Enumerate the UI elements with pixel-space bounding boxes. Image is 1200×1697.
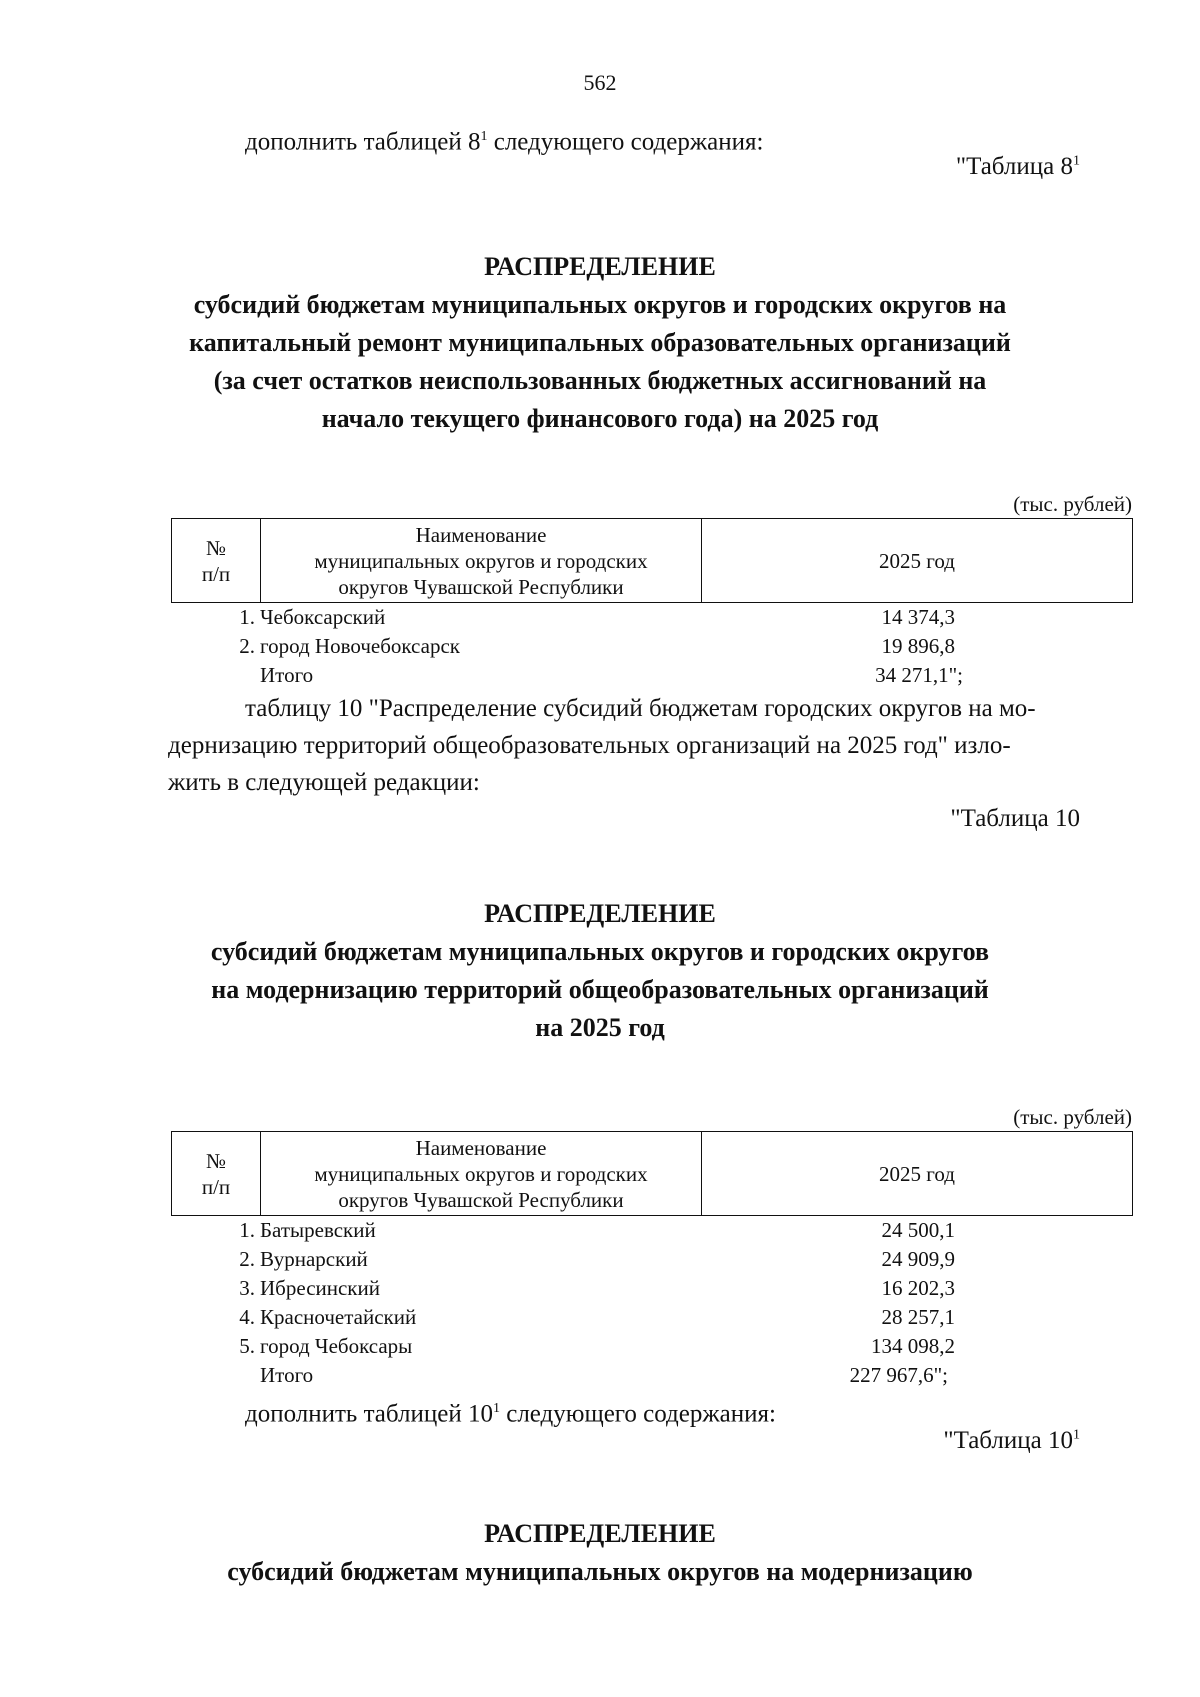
- units-label: (тыс. рублей): [1013, 1105, 1132, 1129]
- row-name: Итого: [260, 1363, 314, 1387]
- title-line: на 2025 год: [535, 1013, 665, 1042]
- row-name: город Новочебоксарск: [260, 634, 460, 658]
- table-10-1-label: "Таблица $10^1$: [943, 1427, 1080, 1454]
- table-8-1-body: [171, 605, 1133, 692]
- table-10-paragraph-line: жить в следующей редакции:: [168, 769, 480, 796]
- title-line: субсидий бюджетам муниципальных округов и городских округов на: [193, 290, 1007, 319]
- row-name: Красночетайский: [260, 1305, 417, 1329]
- header-year-cell: 2025 год: [702, 1132, 1133, 1216]
- table-row: [171, 1218, 1133, 1247]
- row-value: 24 500,1: [881, 1218, 955, 1242]
- title-heading: РАСПРЕДЕЛЕНИЕ: [484, 252, 716, 281]
- row-number: 5.: [239, 1334, 255, 1358]
- row-number: 2.: [239, 634, 255, 658]
- row-value: 28 257,1: [881, 1305, 955, 1329]
- page-number: 562: [583, 70, 617, 95]
- table-row: [171, 634, 1133, 663]
- title-line: капитальный ремонт муниципальных образовательных организаций: [189, 328, 1011, 357]
- row-name: Итого: [260, 663, 314, 687]
- table-8-1-label: "Таблица $8^1$: [955, 153, 1080, 180]
- row-name: Батыревский: [260, 1218, 376, 1242]
- row-value: 19 896,8: [881, 634, 955, 658]
- row-number: 4.: [239, 1305, 255, 1329]
- row-value: 134 098,2: [871, 1334, 955, 1358]
- table-8-1-title: [140, 248, 1060, 438]
- header-year-cell: 2025 год: [702, 519, 1133, 603]
- row-number: 1.: [239, 605, 255, 629]
- row-number: 1.: [239, 1218, 255, 1242]
- table-10-body: [171, 1218, 1133, 1392]
- title-line: субсидий бюджетам муниципальных округов и городских округов: [210, 937, 990, 966]
- table-10-title: [140, 895, 1060, 1047]
- table-row: [171, 1276, 1133, 1305]
- row-value: 34 271,1";: [875, 663, 963, 687]
- title-heading: РАСПРЕДЕЛЕНИЕ: [484, 899, 716, 928]
- header-name-cell: Наименование муниципальных округов и городских округов Чувашской Республики: [261, 1132, 702, 1216]
- header-name-cell: Наименование муниципальных округов и городских округов Чувашской Республики: [261, 519, 702, 603]
- row-number: 3.: [239, 1276, 255, 1300]
- table-8-1-header: [171, 518, 1133, 603]
- row-value: 14 374,3: [881, 605, 955, 629]
- row-name: Чебоксарский: [260, 605, 386, 629]
- title-line: начало текущего финансового года) на 2025 год: [321, 404, 879, 433]
- table-row: [171, 1247, 1133, 1276]
- table-10-paragraph-line: таблицу 10 "Распределение субсидий бюджетам городских округов на мо-: [245, 695, 1036, 722]
- add-table-8-1-paragraph: дополнить таблицей $8^1$ следующего содержания:: [245, 128, 764, 156]
- table-row: [171, 1334, 1133, 1363]
- table-10-1-title: [140, 1515, 1060, 1591]
- row-value: 16 202,3: [881, 1276, 955, 1300]
- units-label: (тыс. рублей): [1013, 492, 1132, 516]
- title-heading: РАСПРЕДЕЛЕНИЕ: [484, 1519, 716, 1548]
- row-name: Вурнарский: [260, 1247, 368, 1271]
- table-row-total: [171, 1363, 1133, 1392]
- row-number: 2.: [239, 1247, 255, 1271]
- add-table-10-1-paragraph: дополнить таблицей $10^1$ следующего содержания:: [245, 1400, 776, 1428]
- title-line: на модернизацию территорий общеобразовательных организаций: [211, 975, 989, 1004]
- header-num-cell: № п/п: [172, 1132, 261, 1216]
- table-row-total: [171, 663, 1133, 692]
- table-10-paragraph-line: дернизацию территорий общеобразовательных организаций на 2025 год" изло-: [168, 732, 1011, 759]
- title-line: (за счет остатков неиспользованных бюджетных ассигнований на: [213, 366, 987, 395]
- row-name: город Чебоксары: [260, 1334, 413, 1358]
- header-num-cell: № п/п: [172, 519, 261, 603]
- title-line: субсидий бюджетам муниципальных округов на модернизацию: [227, 1557, 973, 1586]
- table-10-label: "Таблица 10: [950, 805, 1080, 832]
- row-value: 24 909,9: [881, 1247, 955, 1271]
- table-row: [171, 1305, 1133, 1334]
- row-name: Ибресинский: [260, 1276, 380, 1300]
- table-10-header: [171, 1131, 1133, 1216]
- table-row: [171, 605, 1133, 634]
- row-value: 227 967,6";: [849, 1363, 948, 1387]
